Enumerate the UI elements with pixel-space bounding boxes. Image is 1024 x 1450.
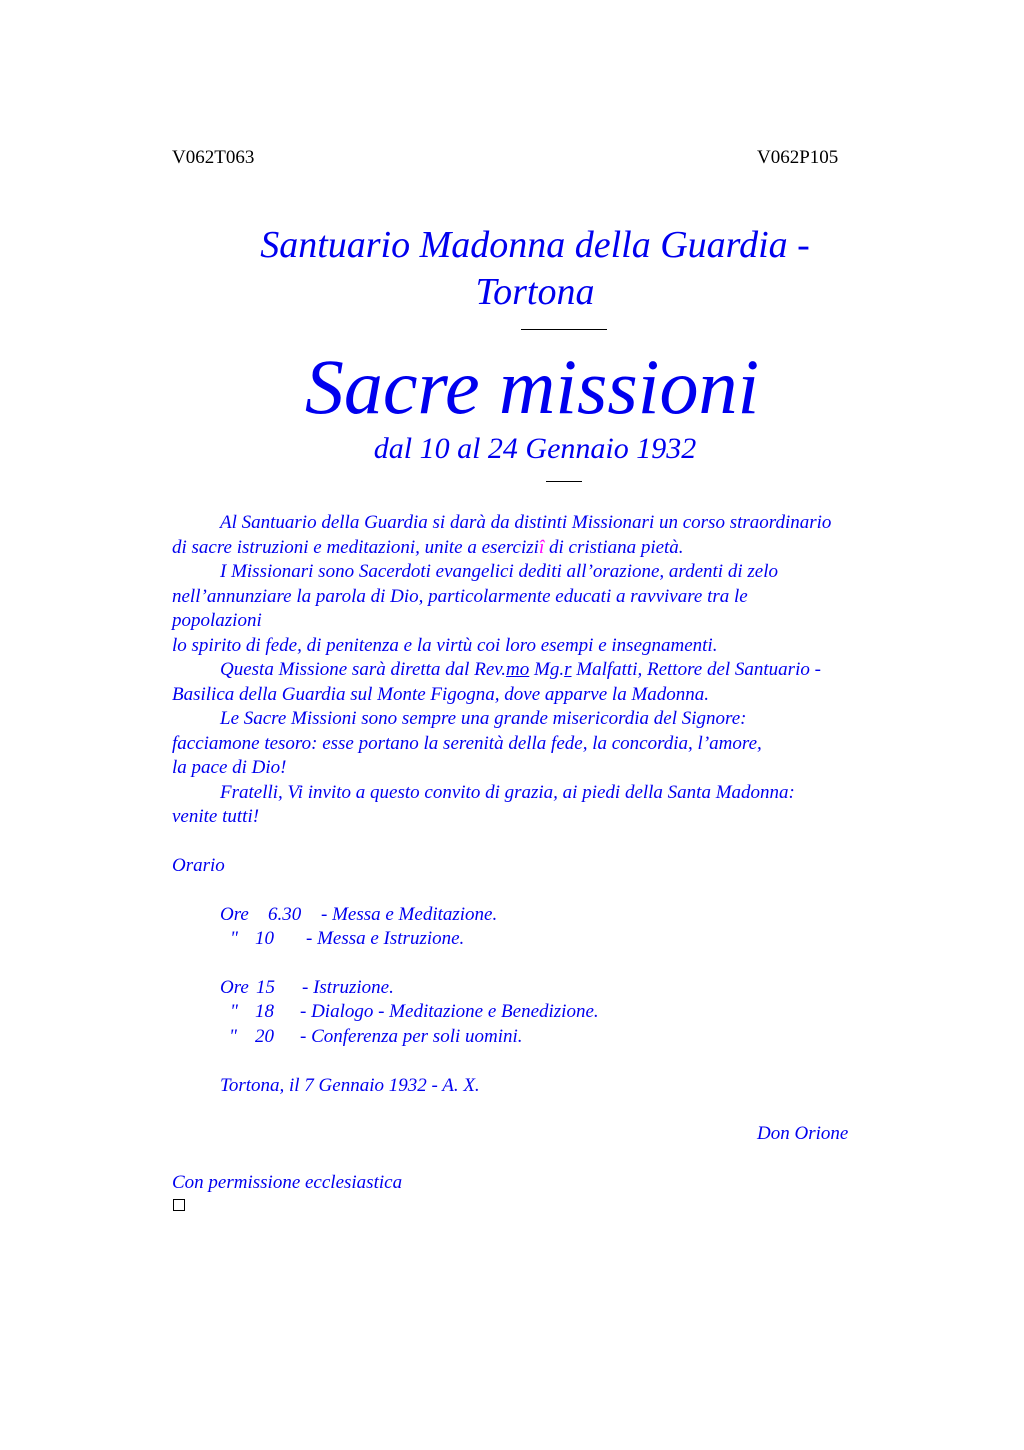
- signature: Don Orione: [757, 1123, 849, 1144]
- date-divider: [546, 481, 582, 482]
- schedule-time: 18: [255, 1001, 274, 1022]
- title-divider: [521, 329, 607, 330]
- paragraph-2-line-4: lo spirito di fede, di penitenza e la virtù coi loro esempi e insegnamenti.: [172, 635, 718, 656]
- text-segment: di sacre istruzioni e meditazioni, unite a esercizi: [172, 537, 539, 558]
- sanctuary-title-line-1: Santuario Madonna della Guardia -: [260, 224, 810, 266]
- paragraph-5-line-2: venite tutti!: [172, 806, 260, 827]
- superscript-abbreviation: mo: [506, 659, 530, 680]
- schedule-time: 6.30: [268, 904, 302, 925]
- paragraph-4-line-3: la pace di Dio!: [172, 757, 287, 778]
- text-segment: Questa Missione sarà diretta dal Rev.: [220, 659, 507, 680]
- document-reference-right: V062P105: [757, 147, 839, 168]
- edit-mark: î: [538, 537, 545, 558]
- schedule-heading: Orario: [172, 855, 225, 876]
- paragraph-2-line-2: nell’annunziare la parola di Dio, particolarmente educati a ravvivare tra le: [172, 586, 748, 607]
- paragraph-4-line-1: Le Sacre Missioni sono sempre una grande misericordia del Signore:: [220, 708, 747, 729]
- text-segment: di cristiana pietà.: [544, 537, 684, 558]
- page-title: Sacre missioni: [304, 343, 760, 430]
- schedule-prefix: Ore: [220, 904, 249, 925]
- schedule-activity: - Dialogo - Meditazione e Benedizione.: [300, 1001, 599, 1022]
- schedule-activity: - Messa e Istruzione.: [306, 928, 465, 949]
- document-reference-left: V062T063: [172, 147, 255, 168]
- place-and-date: Tortona, il 7 Gennaio 1932 - A. X.: [220, 1075, 480, 1096]
- mission-dates: dal 10 al 24 Gennaio 1932: [373, 432, 697, 465]
- paragraph-2-line-3: popolazioni: [172, 610, 262, 631]
- superscript-abbreviation: r: [564, 659, 572, 680]
- paragraph-3-line-2: Basilica della Guardia sul Monte Figogna, dove apparve la Madonna.: [172, 684, 710, 705]
- paragraph-2-line-1: I Missionari sono Sacerdoti evangelici dediti all’orazione, ardenti di zelo: [220, 561, 778, 582]
- paragraph-4-line-2: facciamone tesoro: esse portano la serenità della fede, la concordia, l’amore,: [172, 733, 762, 754]
- paragraph-1-line-2: [172, 536, 684, 560]
- schedule-time: 10: [255, 928, 274, 949]
- schedule-activity: - Messa e Meditazione.: [321, 904, 498, 925]
- schedule-time: 15: [256, 977, 275, 998]
- schedule-prefix: ": [229, 1026, 237, 1047]
- empty-square-glyph: [173, 1199, 185, 1211]
- text-segment: Mg.: [529, 659, 565, 680]
- paragraph-1-line-1: Al Santuario della Guardia si darà da distinti Missionari un corso straordinario: [220, 512, 832, 533]
- paragraph-5-line-1: Fratelli, Vi invito a questo convito di grazia, ai piedi della Santa Madonna:: [220, 782, 795, 803]
- schedule-prefix: ": [230, 928, 238, 949]
- schedule-activity: - Conferenza per soli uomini.: [300, 1026, 523, 1047]
- ecclesiastical-permission: Con permissione ecclesiastica: [172, 1172, 403, 1193]
- text-segment: Malfatti, Rettore del Santuario -: [571, 659, 821, 680]
- schedule-prefix: Ore: [220, 977, 249, 998]
- schedule-time: 20: [255, 1026, 274, 1047]
- schedule-prefix: ": [230, 1001, 238, 1022]
- sanctuary-title-line-2: Tortona: [475, 271, 595, 313]
- schedule-activity: - Istruzione.: [302, 977, 394, 998]
- paragraph-3-line-1: [220, 658, 821, 682]
